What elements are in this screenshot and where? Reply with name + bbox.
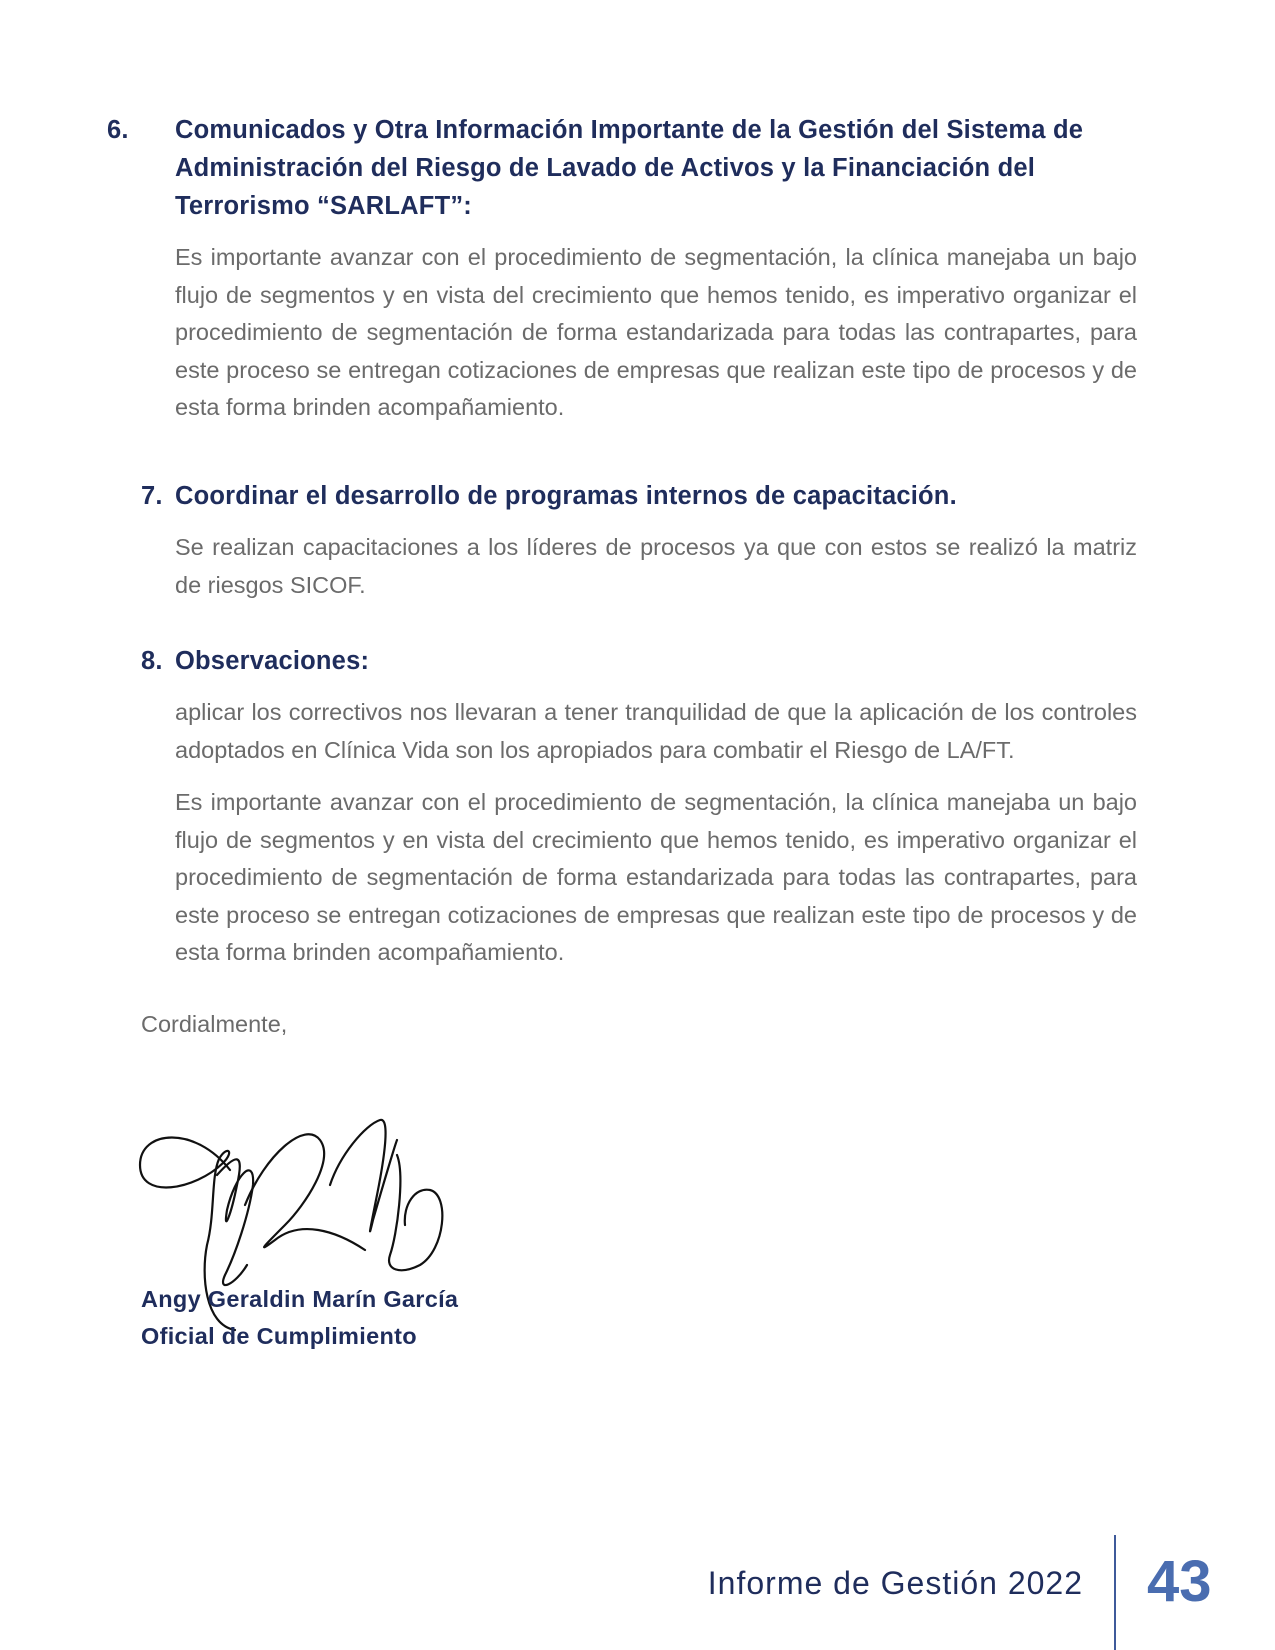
closing-text: Cordialmente, bbox=[141, 1011, 288, 1037]
section-number: 8. bbox=[141, 647, 163, 675]
section-number: 6. bbox=[107, 116, 129, 144]
section-heading-6 bbox=[107, 111, 1175, 225]
section-8-paragraph-1: aplicar los correctivos nos llevaran a tener tranquilidad de que la aplicación de los controles adoptados en Clínica Vida son los apropiados para combatir el Riesgo de LA/FT. bbox=[175, 699, 1137, 763]
page-number: 43 bbox=[1147, 1549, 1212, 1614]
section-number: 7. bbox=[141, 482, 163, 510]
signer-name: Angy Geraldin Marín García bbox=[141, 1286, 459, 1312]
section-title: Comunicados y Otra Información Importante de la Gestión del Sistema de Administración del Riesgo de Lavado de Activos y la Financiación del Terrorismo “SARLAFT”: bbox=[175, 116, 1084, 220]
section-heading-7 bbox=[141, 477, 1141, 515]
section-6-paragraph: Es importante avanzar con el procedimiento de segmentación, la clínica manejaba un bajo flujo de segmentos y en vista del crecimiento que hemos tenido, es imperativo organizar el procedimiento de segmentación de forma estandarizada para todas las contrapartes, para este proceso se entregan cotizaciones de empresas que realizan este tipo de procesos y de esta forma brinden acompañamiento. bbox=[175, 244, 1137, 420]
section-8-paragraph-2: Es importante avanzar con el procedimiento de segmentación, la clínica manejaba un bajo flujo de segmentos y en vista del crecimiento que hemos tenido, es imperativo organizar el procedimiento de segmentación de forma estandarizada para todas las contrapartes, para este proceso se entregan cotizaciones de empresas que realizan este tipo de procesos y de esta forma brinden acompañamiento. bbox=[175, 789, 1137, 965]
section-heading-8 bbox=[141, 642, 1141, 680]
footer-divider bbox=[1114, 1535, 1116, 1650]
section-title: Coordinar el desarrollo de programas internos de capacitación. bbox=[175, 482, 957, 510]
section-title: Observaciones: bbox=[175, 647, 370, 675]
footer-report-title: Informe de Gestión 2022 bbox=[707, 1565, 1083, 1601]
section-7-paragraph: Se realizan capacitaciones a los líderes de procesos ya que con estos se realizó la matriz de riesgos SICOF. bbox=[175, 534, 1137, 598]
signer-role: Oficial de Cumplimiento bbox=[141, 1323, 417, 1349]
